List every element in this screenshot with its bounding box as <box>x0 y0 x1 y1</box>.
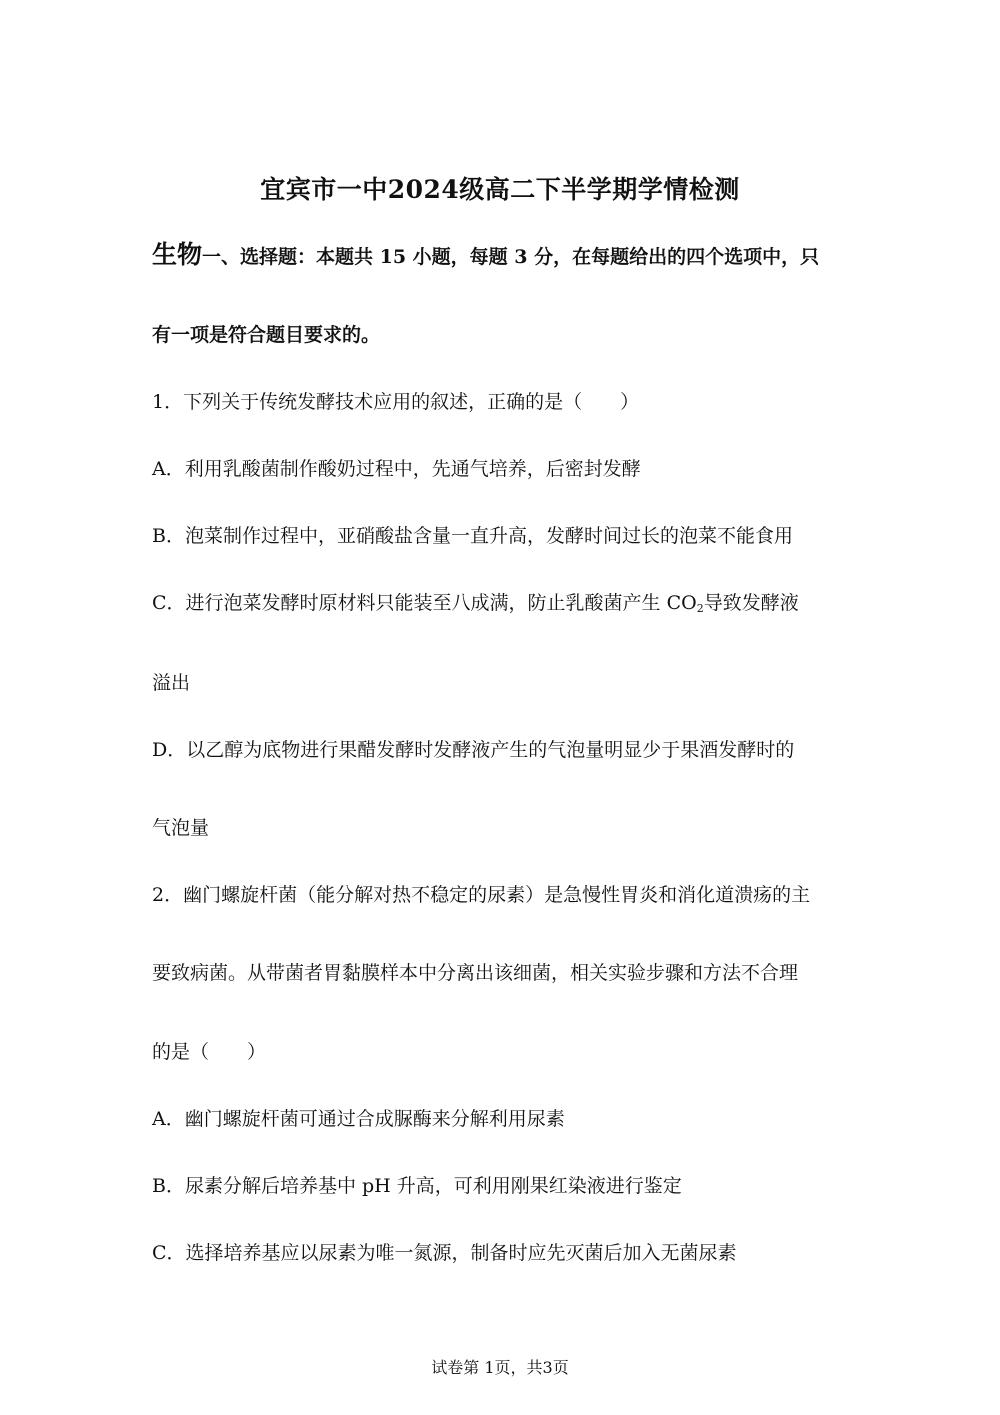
question-2-stem-line-2: 要致病菌。从带菌者胃黏膜样本中分离出该细菌，相关实验步骤和方法不合理 <box>152 962 799 984</box>
section-heading-line-1 <box>152 242 852 270</box>
section-heading-text: 一、选择题：本题共 15 小题，每题 3 分，在每题给出的四个选项中，只 <box>202 246 820 268</box>
option-c-text-end: 导致发酵液 <box>703 592 799 614</box>
question-1-stem: 1．下列关于传统发酵技术应用的叙述，正确的是（ ） <box>152 391 640 413</box>
subject-label: 生物 <box>152 240 203 269</box>
question-1-option-b: B．泡菜制作过程中，亚硝酸盐含量一直升高，发酵时间过长的泡菜不能食用 <box>152 525 793 547</box>
question-2-option-b: B．尿素分解后培养基中 pH 升高，可利用刚果红染液进行鉴定 <box>152 1175 682 1197</box>
question-2-option-c: C．选择培养基应以尿素为唯一氮源，制备时应先灭菌后加入无菌尿素 <box>152 1242 737 1264</box>
question-1-option-c-cont: 溢出 <box>152 672 191 694</box>
question-1-option-c <box>152 590 852 622</box>
question-2-stem-line-3: 的是（ ） <box>152 1041 267 1063</box>
question-1-option-d: D．以乙醇为底物进行果醋发酵时发酵液产生的气泡量明显少于果酒发酵时的 <box>152 739 795 761</box>
page-footer: 试卷第 1页，共3页 <box>431 1358 569 1377</box>
co2-subscript: 2 <box>696 602 704 615</box>
question-2-option-a: A．幽门螺旋杆菌可通过合成脲酶来分解利用尿素 <box>152 1108 565 1130</box>
option-c-text: C．进行泡菜发酵时原材料只能装至八成满，防止乳酸菌产生 CO <box>152 592 697 614</box>
question-1-option-d-cont: 气泡量 <box>152 817 210 839</box>
question-1-option-a: A．利用乳酸菌制作酸奶过程中，先通气培养，后密封发酵 <box>152 458 641 480</box>
section-heading-line-2: 有一项是符合题目要求的。 <box>152 324 381 346</box>
question-2-stem-line-1: 2．幽门螺旋杆菌（能分解对热不稳定的尿素）是急慢性胃炎和消化道溃疡的主 <box>152 884 811 906</box>
exam-title: 宜宾市一中2024级高二下半学期学情检测 <box>260 175 740 204</box>
